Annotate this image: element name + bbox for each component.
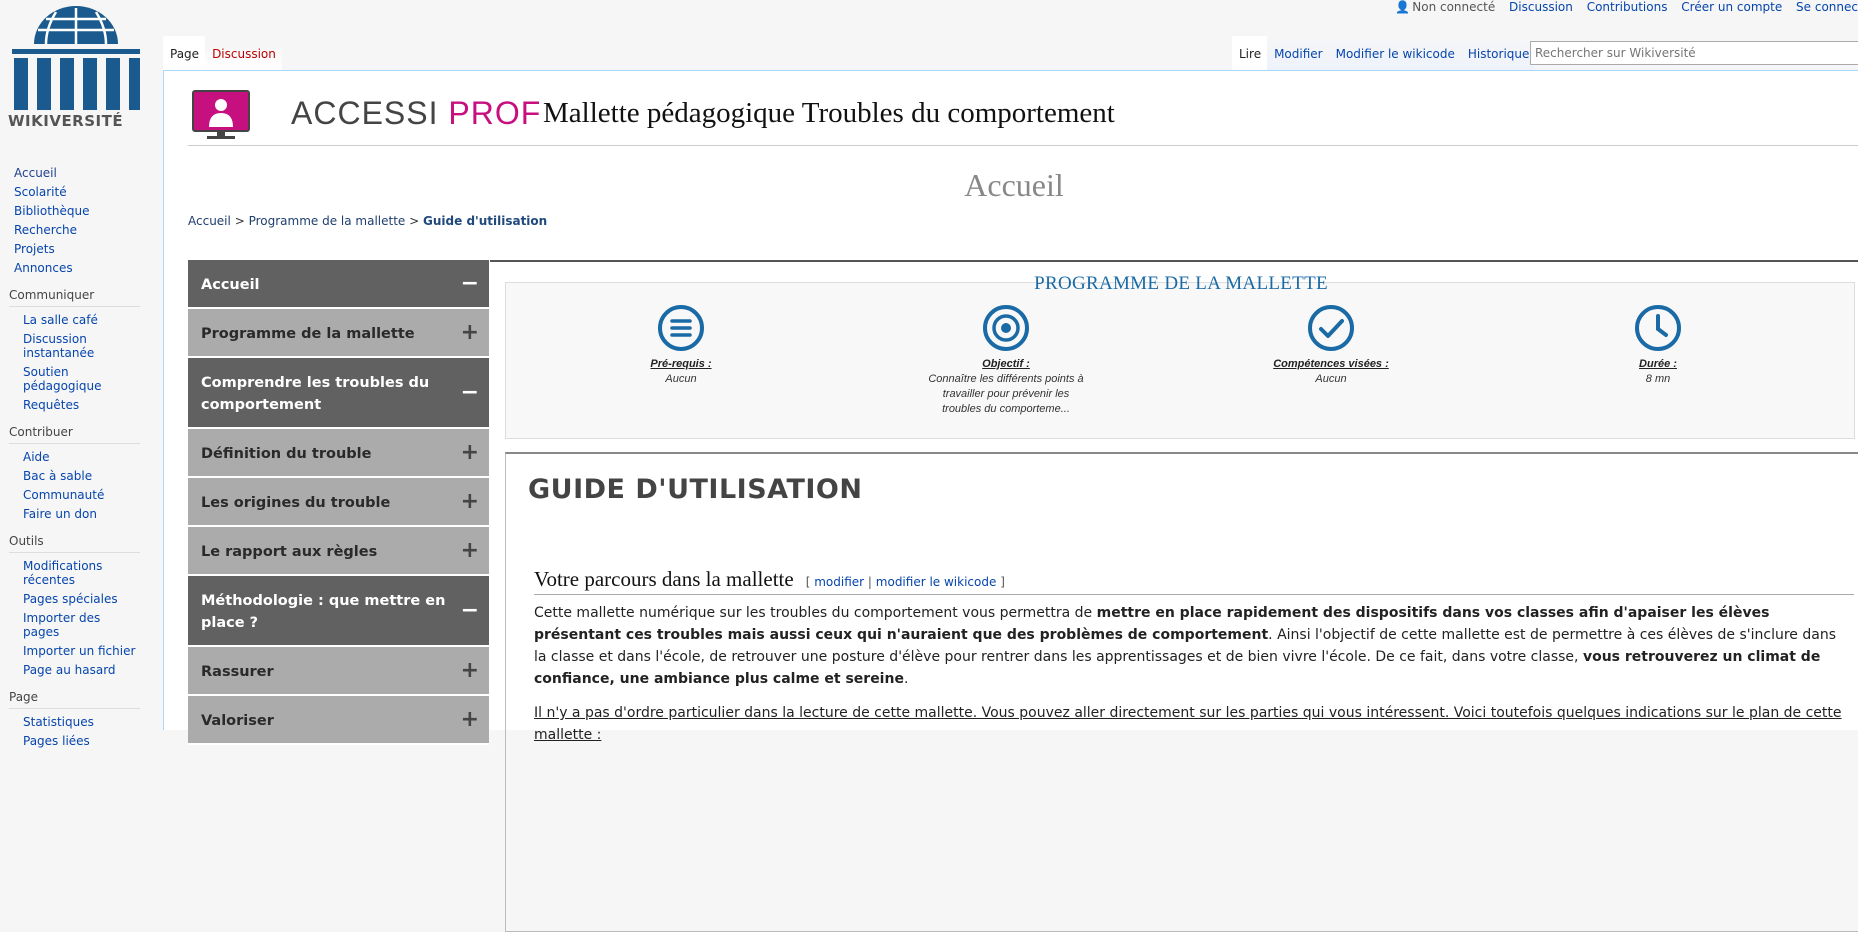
sidebar-item-recherche[interactable]: Recherche	[14, 223, 78, 237]
brand-part-b: PROF	[448, 95, 542, 131]
section-edit-links	[806, 575, 1005, 589]
menu-item-label: Définition du trouble	[201, 446, 372, 462]
sidebar-item-soutien[interactable]: Soutien pédagogique	[23, 365, 102, 393]
menu-item-label: Méthodologie : que mettre en place ?	[201, 593, 446, 631]
sidebar-item-pages-speciales[interactable]: Pages spéciales	[23, 592, 118, 606]
login-link[interactable]: Se connec	[1796, 0, 1858, 14]
personal-tools	[1385, 0, 1858, 16]
breadcrumb-sep: >	[234, 214, 245, 228]
menu-item-comprendre[interactable]	[188, 358, 489, 429]
list-icon	[656, 303, 706, 353]
sidebar	[0, 160, 160, 751]
tab-read[interactable]: Lire	[1232, 36, 1267, 70]
duree-label: Durée :	[1639, 358, 1677, 370]
competences-block	[1231, 303, 1431, 387]
reading-order-paragraph: Il n'y a pas d'ordre particulier dans la lecture de cette mallette. Vous pouvez aller directement sur les parties qui vous intéressent. Voici toutefois quelques indications sur le plan de cette mallette :	[534, 705, 1842, 743]
section-title: Votre parcours dans la mallette	[534, 567, 794, 591]
sidebar-item-projets[interactable]: Projets	[14, 242, 55, 256]
tab-page[interactable]: Page	[163, 36, 205, 70]
sidebar-item-modifications-recentes[interactable]: Modifications récentes	[23, 559, 103, 587]
sidebar-item-bac-a-sable[interactable]: Bac à sable	[23, 469, 93, 483]
menu-item-definition[interactable]	[188, 429, 489, 478]
page-title: Accueil	[964, 167, 1064, 203]
teacher-screen-icon	[191, 89, 251, 141]
menu-item-rassurer[interactable]	[188, 647, 489, 696]
expand-icon[interactable]: +	[460, 488, 479, 514]
menu-item-label: Les origines du trouble	[201, 495, 391, 511]
objectif-label: Objectif :	[982, 358, 1030, 370]
accessiprof-banner	[188, 83, 1858, 146]
sidebar-item-scolarite[interactable]: Scolarité	[14, 185, 67, 199]
prerequis-block	[581, 303, 781, 387]
duree-value: 8 mn	[1645, 373, 1671, 385]
sidebar-item-communaute[interactable]: Communauté	[23, 488, 105, 502]
brand-logo	[291, 95, 541, 132]
sidebar-item-pages-liees[interactable]: Pages liées	[23, 734, 90, 748]
search-input[interactable]	[1530, 41, 1858, 65]
sidebar-item-discussion-instantanee[interactable]: Discussion instantanée	[23, 332, 95, 360]
sidebar-item-accueil[interactable]: Accueil	[14, 166, 57, 180]
text-run-bold: mettre en place rapidement des dispositifs dans vos classes afin d'apaiser les élèves présentant ces troubles mais aussi ceux qui n'auraient que des problèmes de comportement	[534, 605, 1770, 643]
tab-history[interactable]: Historique	[1461, 36, 1536, 70]
sidebar-heading: Communiquer	[9, 288, 95, 302]
breadcrumb	[188, 214, 547, 228]
breadcrumb-programme[interactable]: Programme de la mallette	[248, 214, 406, 228]
sidebar-page	[0, 680, 160, 751]
sidebar-item-page-hasard[interactable]: Page au hasard	[23, 663, 116, 677]
expand-icon[interactable]: +	[460, 319, 479, 345]
menu-item-label: Programme de la mallette	[201, 326, 415, 342]
sidebar-item-bibliotheque[interactable]: Bibliothèque	[14, 204, 90, 218]
menu-item-label: Rassurer	[201, 664, 274, 680]
prerequis-label: Pré-requis :	[650, 358, 712, 370]
clock-icon	[1633, 303, 1683, 353]
sidebar-item-don[interactable]: Faire un don	[23, 507, 97, 521]
talk-link[interactable]: Discussion	[1509, 0, 1573, 14]
text-run: Cette mallette numérique sur les troubles du comportement vous permettra de	[534, 605, 1097, 621]
objectif-value: Connaître les différents points à travailler pour prévenir les troubles du comporteme...	[928, 373, 1084, 415]
sidebar-heading: Outils	[9, 534, 44, 548]
menu-item-label: Comprendre les troubles du comportement	[201, 375, 430, 413]
create-account-link[interactable]: Créer un compte	[1681, 0, 1783, 14]
sidebar-item-requetes[interactable]: Requêtes	[23, 398, 80, 412]
expand-icon[interactable]: +	[460, 657, 479, 683]
page-content	[163, 70, 1858, 743]
brand-part-a: ACCESSI	[291, 95, 439, 131]
menu-item-origines[interactable]	[188, 478, 489, 527]
text-run-bold: vous retrouverez un climat de confiance, une ambiance plus calme et sereine	[534, 649, 1821, 687]
collapse-icon[interactable]: −	[460, 270, 479, 296]
logo-text: WIKIVERSITÉ	[8, 112, 124, 130]
view-tabs	[1232, 36, 1535, 70]
menu-item-accueil[interactable]	[188, 260, 489, 309]
sidebar-outils	[0, 524, 160, 680]
intro-paragraph	[534, 602, 1844, 690]
sidebar-heading: Contribuer	[9, 425, 73, 439]
menu-item-programme[interactable]	[188, 309, 489, 358]
edit-bracket: [	[805, 575, 811, 589]
expand-icon[interactable]: +	[460, 537, 479, 563]
programme-box	[505, 273, 1855, 439]
not-connected-label: Non connecté	[1412, 0, 1496, 14]
edit-section-link[interactable]: modifier	[814, 575, 865, 589]
tab-discussion[interactable]: Discussion	[205, 36, 282, 70]
breadcrumb-current: Guide d'utilisation	[423, 214, 548, 228]
collapse-icon[interactable]: −	[460, 379, 479, 405]
duree-block	[1558, 303, 1758, 387]
banner-title: Mallette pédagogique Troubles du comportement	[543, 97, 1115, 129]
menu-item-label: Accueil	[201, 277, 260, 293]
prerequis-value: Aucun	[665, 373, 697, 385]
tab-edit[interactable]: Modifier	[1267, 36, 1329, 70]
sidebar-contribuer	[0, 415, 160, 524]
menu-item-methodologie[interactable]	[188, 576, 489, 647]
menu-item-regles[interactable]	[188, 527, 489, 576]
sidebar-item-importer-fichier[interactable]: Importer un fichier	[23, 644, 136, 658]
menu-item-label: Le rapport aux règles	[201, 544, 378, 560]
sidebar-nav	[0, 160, 160, 278]
sidebar-item-aide[interactable]: Aide	[23, 450, 50, 464]
programme-heading: PROGRAMME DE LA MALLETTE	[1034, 273, 1328, 294]
text-run: . Ainsi l'objectif de cette mallette est de permettre à ces élèves de s'inclure dans la classe et dans l'école, de retrouver une posture d'élève pour rentrer dans les apprentissages et de bien vivre l'école. De ce fait, dans votre classe,	[534, 627, 1836, 665]
course-menu	[188, 260, 489, 745]
user-icon: 👤	[1395, 0, 1411, 14]
expand-icon[interactable]: +	[460, 439, 479, 465]
main-panel	[490, 260, 1858, 743]
menu-item-label: Valoriser	[201, 713, 274, 729]
wikiversite-logo[interactable]	[0, 0, 160, 140]
text-run: .	[903, 671, 909, 687]
objectif-block	[906, 303, 1106, 417]
sidebar-item-salle-cafe[interactable]: La salle café	[23, 313, 98, 327]
sidebar-item-annonces[interactable]: Annonces	[14, 261, 73, 275]
edit-source-section-link[interactable]: modifier le wikicode	[875, 575, 997, 589]
expand-icon[interactable]: +	[460, 706, 479, 732]
guide-heading: GUIDE D'UTILISATION	[528, 474, 863, 505]
sidebar-item-statistiques[interactable]: Statistiques	[23, 715, 94, 729]
edit-bracket: ]	[1000, 575, 1005, 589]
competences-label: Compétences visées :	[1273, 358, 1389, 370]
check-icon	[1306, 303, 1356, 353]
collapse-icon[interactable]: −	[460, 597, 479, 623]
sidebar-heading: Page	[9, 690, 39, 704]
contributions-link[interactable]: Contributions	[1586, 0, 1668, 14]
namespace-tabs	[163, 36, 282, 70]
breadcrumb-sep: >	[409, 214, 420, 228]
section-heading	[534, 567, 1854, 595]
menu-item-valoriser[interactable]	[188, 696, 489, 745]
guide-box	[505, 452, 1858, 932]
edit-sep: |	[867, 575, 872, 589]
tab-edit-source[interactable]: Modifier le wikicode	[1329, 36, 1461, 70]
target-icon	[981, 303, 1031, 353]
competences-value: Aucun	[1315, 373, 1347, 385]
breadcrumb-home[interactable]: Accueil	[188, 214, 231, 228]
sidebar-communiquer	[0, 278, 160, 415]
sidebar-item-importer-pages[interactable]: Importer des pages	[23, 611, 101, 639]
